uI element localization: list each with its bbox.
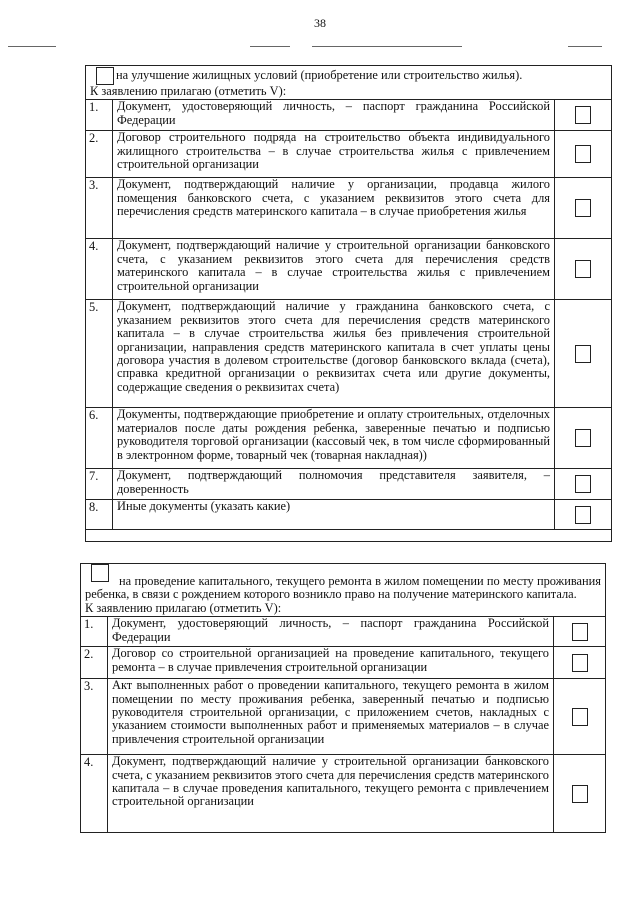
document-row [81, 755, 606, 833]
item-number: 7. [86, 469, 113, 500]
document-row [86, 131, 612, 178]
document-checkbox[interactable] [575, 475, 591, 493]
item-text: Документ, подтверждающий наличие у строительной организации банковского счета, с указанием реквизитов этого счета для перечисления средств материнского капитала – в случае проведения капитального, текущего ремонта с привлечением строительной организации [108, 755, 554, 833]
document-row [81, 647, 606, 679]
document-checkbox[interactable] [572, 623, 588, 641]
scan-artifact-line [312, 46, 462, 47]
scan-artifact-line [250, 46, 290, 47]
section-intro-text: на улучшение жилищных условий (приобретение или строительство жилья). [116, 68, 523, 82]
document-checkbox[interactable] [572, 708, 588, 726]
attach-label: К заявлению прилагаю (отметить V): [90, 84, 287, 98]
item-number: 2. [86, 131, 113, 178]
scan-artifact-line [8, 46, 56, 47]
document-checkbox[interactable] [572, 654, 588, 672]
item-text: Документ, удостоверяющий личность, – паспорт гражданина Российской Федерации [113, 100, 555, 131]
document-row [86, 408, 612, 469]
document-checkbox[interactable] [575, 345, 591, 363]
document-row [86, 100, 612, 131]
document-checkbox[interactable] [575, 145, 591, 163]
item-text: Документ, подтверждающий полномочия представителя заявителя, – доверенность [113, 469, 555, 500]
item-text: Иные документы (указать какие) [113, 500, 555, 530]
document-checkbox[interactable] [575, 199, 591, 217]
page-number: 38 [314, 16, 326, 30]
section-header-row [81, 564, 606, 617]
section-repair-table [80, 563, 606, 833]
item-number: 3. [81, 679, 108, 755]
item-text: Документ, удостоверяющий личность, – паспорт гражданина Российской Федерации [108, 617, 554, 647]
document-row [86, 469, 612, 500]
item-text: Акт выполненных работ о проведении капитального, текущего ремонта в жилом помещении по месту проживания ребенка, заверенный печатью и подписью руководителя строительной организации, с приложением счетов, накладных с указанием стоимости выполненных работ и применяемых материалов – в случае привлечения строительной организации [108, 679, 554, 755]
item-number: 2. [81, 647, 108, 679]
item-number: 6. [86, 408, 113, 469]
item-text: Договор со строительной организацией на проведение капитального, текущего ремонта – в случае привлечения строительной организации [108, 647, 554, 679]
document-checkbox[interactable] [572, 785, 588, 803]
section-housing-improvement-table [85, 65, 612, 542]
document-row [86, 239, 612, 300]
section-header-row [86, 66, 612, 100]
item-number: 4. [81, 755, 108, 833]
section-checkbox[interactable] [96, 67, 114, 85]
item-number: 5. [86, 300, 113, 408]
item-number: 8. [86, 500, 113, 530]
document-checkbox[interactable] [575, 106, 591, 124]
scan-artifact-line [568, 46, 602, 47]
item-number: 4. [86, 239, 113, 300]
item-text: Документы, подтверждающие приобретение и оплату строительных, отделочных материалов после даты рождения ребенка, заверенные печатью и подписью руководителя торговой организации (кассовый чек, в том числе сформированный в электронном форме, товарный чек (товарная накладная)) [113, 408, 555, 469]
document-checkbox[interactable] [575, 260, 591, 278]
document-row [86, 178, 612, 239]
section-header-cell [86, 66, 612, 100]
document-row [86, 500, 612, 530]
item-number: 1. [86, 100, 113, 131]
section-header-cell [81, 564, 606, 617]
document-checkbox[interactable] [575, 429, 591, 447]
item-text: Документ, подтверждающий наличие у гражданина банковского счета, с указанием реквизитов этого счета для перечисления средств материнского капитала – в случае строительства жилья без привлечения строительной организации, направления средств материнского капитала в счет уплаты цены договора участия в долевом строительстве (договор банковского вклада (счета), справка кредитной организации о реквизитах счета или другие документы, содержащие сведения о реквизитах счета) [113, 300, 555, 408]
document-row [81, 617, 606, 647]
item-number: 1. [81, 617, 108, 647]
section-checkbox[interactable] [91, 564, 109, 582]
item-number: 3. [86, 178, 113, 239]
attach-label: К заявлению прилагаю (отметить V): [85, 600, 282, 615]
document-checkbox[interactable] [575, 506, 591, 524]
item-text: Документ, подтверждающий наличие у организации, продавца жилого помещения банковского счета, с указанием реквизитов этого счета для перечисления средств материнского капитала – в случае приобретения жилья [113, 178, 555, 239]
item-text: Документ, подтверждающий наличие у строительной организации банковского счета, с указанием реквизитов этого счета для перечисления средств материнского капитала – в случае строительства жилья с привлечением строительной организации [113, 239, 555, 300]
item-text: Договор строительного подряда на строительство объекта индивидуального жилищного строительства – в случае строительства жилья с привлечением строительной организации [113, 131, 555, 178]
document-row [86, 300, 612, 408]
section-intro-text: на проведение капитального, текущего ремонта в жилом помещении по месту проживания ребенка, в связи с рождением которого возникло право на получение материнского капитала. [85, 574, 602, 602]
document-row [81, 679, 606, 755]
